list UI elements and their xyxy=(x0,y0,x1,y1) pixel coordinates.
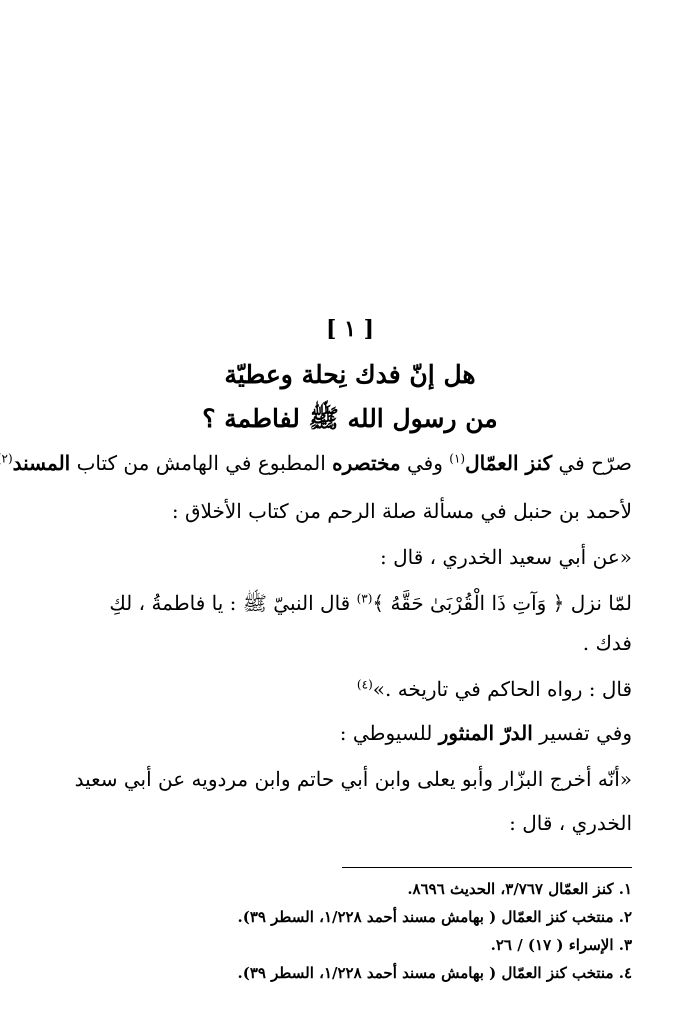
quran-verse: لمّا نزل ﴿ وَآتِ ذَا الْقُرْبَىٰ حَقَّهُ ﴾ xyxy=(372,591,632,615)
quote-2-line-1: «أنّه أخرج البزّار وأبو يعلى وابن أبي حاتم وابن مردويه عن أبي سعيد xyxy=(74,767,632,791)
text-segment: وفي xyxy=(400,451,450,475)
book-title: الدرّ المنثور xyxy=(438,721,533,745)
footnote-ref: (٤) xyxy=(356,677,373,692)
quote-1-line-2: فدك . xyxy=(582,631,632,655)
quote-1-line-1 xyxy=(68,588,632,618)
footnote-ref: (٢ xyxy=(1,451,13,466)
footnote-1: ١. كنز العمّال ٣/٧٦٧، الحديث ٨٦٩٦. xyxy=(407,880,632,898)
footnote-ref: (١) xyxy=(449,451,466,466)
footnote-3: ٣. الإسراء ( ١٧) / ٢٦. xyxy=(490,936,632,954)
book-title: كنز العمّال xyxy=(465,451,553,475)
chapter-title-line-1: هل إنّ فدك نِحلة وعطيّة xyxy=(224,360,476,389)
text-segment: وفي تفسير xyxy=(532,721,632,745)
book-title: المسند xyxy=(12,451,71,475)
book-title: مختصره xyxy=(332,451,401,475)
text-segment: قال : رواه الحاكم في تاريخه .» xyxy=(372,677,632,701)
footnote-ref: (٣) xyxy=(356,591,373,606)
chapter-title-line-2: من رسول الله ﷺ لفاطمة ؟ xyxy=(202,404,498,433)
quote-1-opening: «عن أبي سعيد الخدري ، قال : xyxy=(379,545,632,569)
paragraph-2 xyxy=(68,718,632,748)
chapter-number: [ ١ ] xyxy=(326,316,374,342)
footnote-divider xyxy=(342,867,632,868)
paragraph-1-line-2: لأحمد بن حنبل في مسألة صلة الرحم من كتاب الأخلاق : xyxy=(171,499,632,523)
text-segment: صرّح في xyxy=(552,451,632,475)
quote-1-closing xyxy=(68,674,632,704)
text-segment: للسيوطي : xyxy=(339,721,439,745)
paragraph-1-line-1 xyxy=(1,448,632,478)
quote-2-line-2: الخدري ، قال : xyxy=(509,811,632,835)
text-segment: المطبوع في الهامش من كتاب xyxy=(70,451,333,475)
footnote-2: ٢. منتخب كنز العمّال ( بهامش مسند أحمد ١/٢٢٨، السطر ٣٩). xyxy=(237,908,632,926)
footnote-4: ٤. منتخب كنز العمّال ( بهامش مسند أحمد ١/٢٢٨، السطر ٣٩). xyxy=(237,964,632,982)
text-segment: قال النبيّ ﷺ : يا فاطمةُ ، لكِ xyxy=(109,591,357,615)
